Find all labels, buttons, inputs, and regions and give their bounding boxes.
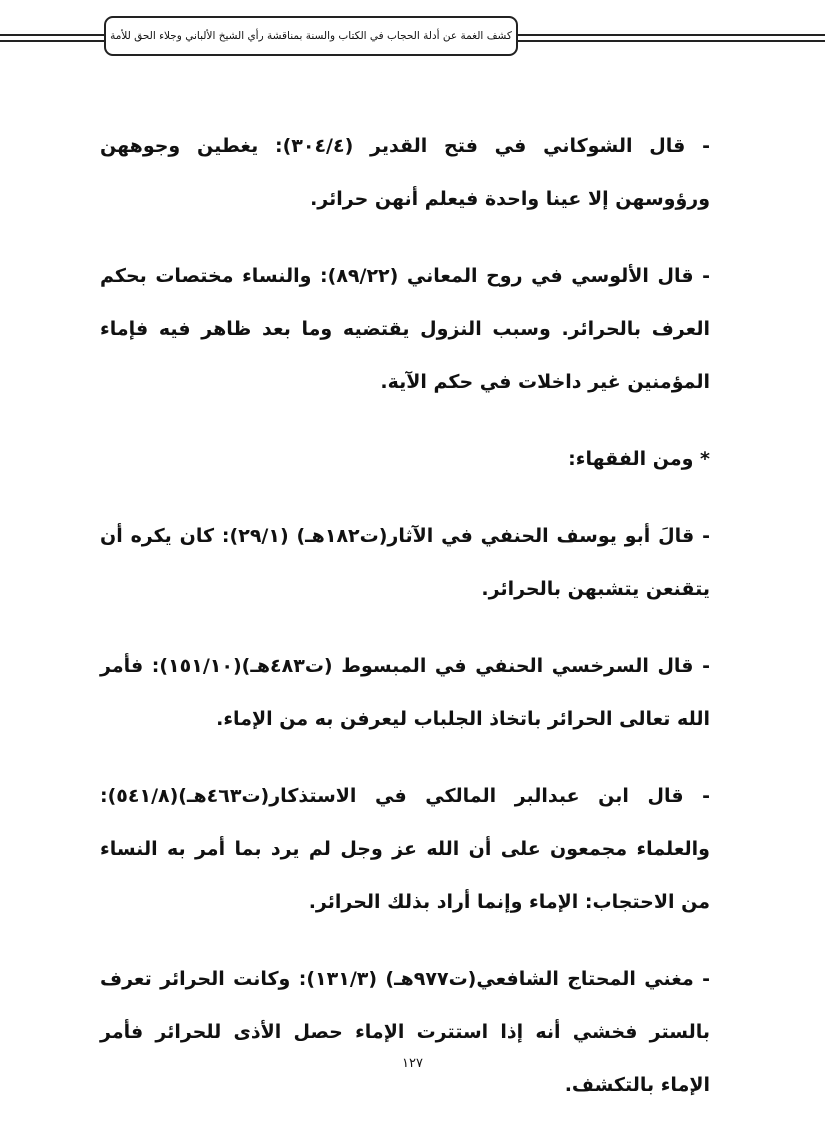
paragraph-shawkani: - قال الشوكاني في فتح القدير (٣٠٤/٤): يغطين وجوههن ورؤوسهن إلا عينا واحدة فيعلم أنهن حرائر. (100, 135, 710, 210)
paragraph-sarakhsi: - قال السرخسي الحنفي في المبسوط (ت٤٨٣هـ)(١٥١/١٠): فأمر الله تعالى الحرائر باتخاذ الجلباب ليعرفن به من الإماء. (100, 655, 710, 730)
paragraph-ibn-abdulbarr: - قال ابن عبدالبر المالكي في الاستذكار(ت٤٦٣هـ)(٥٤١/٨): والعلماء مجمعون على أن الله عز وجل لم يرد بما أمر به النساء من الاحتجاب: الإماء وإنما أراد بذلك الحرائر. (100, 785, 710, 913)
paragraph-mughni: - مغني المحتاج الشافعي(ت٩٧٧هـ) (١٣١/٣): وكانت الحرائر تعرف بالستر فخشي أنه إذا استترت الإماء حصل الأذى للحرائر فأمر الإماء بالتكشف. (100, 968, 710, 1096)
book-title: كشف الغمة عن أدلة الحجاب في الكتاب والسنة بمناقشة رأي الشيخ الألباني وجلاء الحق للأمة (110, 30, 512, 42)
running-header (104, 16, 518, 56)
page-number: ١٢٧ (402, 1056, 423, 1071)
section-heading-fuqaha: * ومن الفقهاء: (568, 448, 710, 470)
paragraph-abu-yusuf: - قالَ أبو يوسف الحنفي في الآثار(ت١٨٢هـ) (٢٩/١): كان يكره أن يتقنعن يتشبهن بالحرائر. (100, 525, 710, 600)
paragraph-alusi: - قال الألوسي في روح المعاني (٨٩/٢٢): والنساء مختصات بحكم العرف بالحرائر. وسبب النزول يقتضيه وما بعد ظاهر فيه فإماء المؤمنين غير داخلات في حكم الآية. (100, 265, 711, 393)
page-body (100, 120, 710, 1136)
